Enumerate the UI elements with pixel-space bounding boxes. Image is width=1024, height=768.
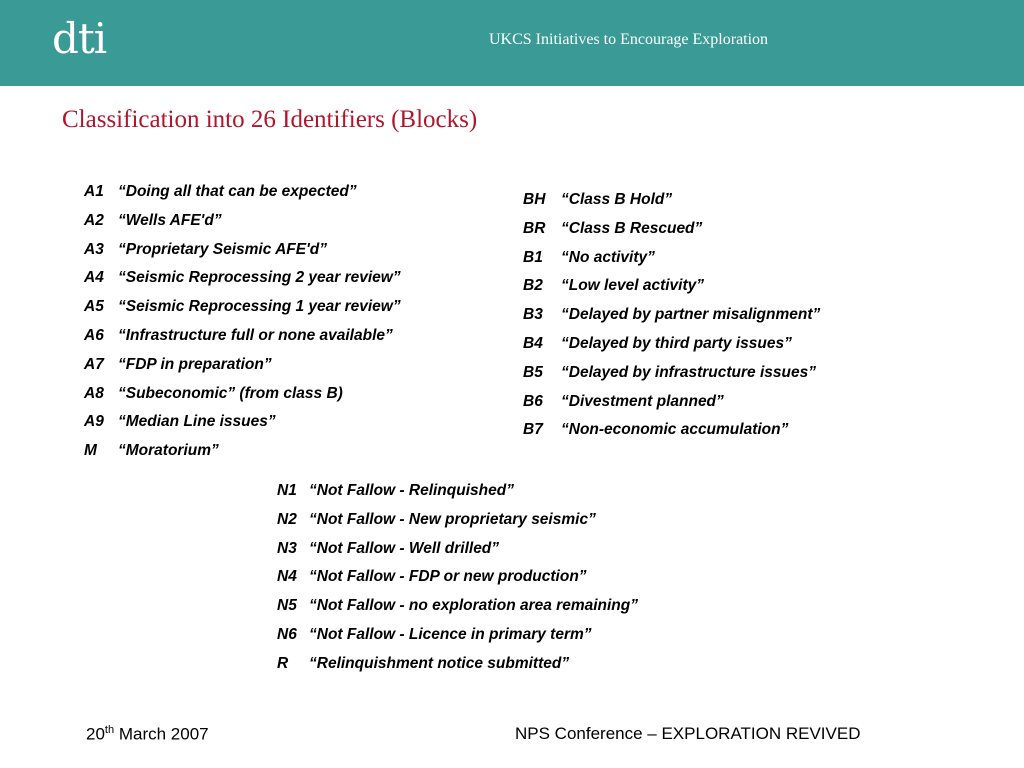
item-desc: “Median Line issues”	[118, 413, 276, 431]
item-code: BH	[523, 191, 546, 208]
list-item	[84, 408, 401, 437]
list-item	[84, 293, 401, 322]
item-code: A2	[84, 211, 104, 229]
list-item	[84, 351, 401, 380]
header-title: UKCS Initiatives to Encourage Exploration	[489, 31, 769, 48]
item-code: B4	[523, 334, 543, 352]
item-desc: “Wells AFE'd”	[118, 211, 222, 229]
list-item	[523, 301, 820, 330]
item-code: A4	[84, 269, 104, 287]
list-item	[84, 178, 401, 207]
item-code: N6	[277, 625, 297, 643]
list-item	[84, 236, 401, 265]
header-bar	[0, 0, 1024, 86]
item-code: B3	[523, 306, 543, 324]
list-item	[523, 215, 820, 244]
item-code: A5	[84, 298, 104, 316]
item-desc: “Class B Hold”	[561, 191, 673, 208]
list-item	[277, 650, 638, 679]
item-desc: “Infrastructure full or none available”	[118, 326, 393, 344]
list-item	[277, 592, 638, 621]
list-item	[84, 264, 401, 293]
slide-title: Classification into 26 Identifiers (Blocks)	[62, 106, 478, 133]
list-n-identifiers	[277, 477, 638, 679]
list-item	[523, 186, 820, 215]
list-item	[523, 272, 820, 301]
item-code: B7	[523, 421, 543, 439]
list-item	[277, 506, 638, 535]
list-item	[84, 207, 401, 236]
item-desc: “Not Fallow - Well drilled”	[309, 539, 500, 557]
item-code: N2	[277, 510, 297, 528]
item-desc: “Proprietary Seismic AFE'd”	[118, 240, 327, 258]
footer-date-rest: March 2007	[114, 724, 209, 744]
item-desc: “FDP in preparation”	[118, 355, 272, 373]
list-item	[84, 437, 401, 466]
item-code: A3	[84, 240, 104, 258]
item-code: B6	[523, 392, 543, 410]
item-desc: “Not Fallow - New proprietary seismic”	[309, 510, 596, 528]
dti-logo: dti	[52, 14, 107, 63]
list-item	[84, 380, 401, 409]
item-code: A8	[84, 384, 104, 402]
item-desc: “Low level activity”	[561, 277, 704, 295]
list-item	[523, 416, 820, 445]
item-code: N1	[277, 482, 297, 499]
item-desc: “Doing all that can be expected”	[118, 183, 357, 200]
list-item	[277, 477, 638, 506]
list-item	[277, 535, 638, 564]
item-code: N4	[277, 568, 297, 586]
item-desc: “Class B Rescued”	[561, 219, 703, 237]
item-desc: “Delayed by partner misalignment”	[561, 306, 821, 324]
item-desc: “Seismic Reprocessing 2 year review”	[118, 269, 401, 287]
item-code: A6	[84, 326, 104, 344]
item-desc: “Not Fallow - Relinquished”	[309, 482, 514, 499]
list-item	[523, 244, 820, 273]
list-item	[277, 563, 638, 592]
item-desc: “Seismic Reprocessing 1 year review”	[118, 298, 401, 316]
item-code: N3	[277, 539, 297, 557]
footer-date	[86, 724, 209, 745]
item-code: B1	[523, 248, 543, 266]
item-desc: “Not Fallow - no exploration area remaining”	[309, 597, 638, 615]
list-item	[84, 322, 401, 351]
list-item	[523, 359, 820, 388]
item-desc: “Not Fallow - FDP or new production”	[309, 568, 587, 586]
footer-date-day: 20	[86, 724, 105, 744]
footer-conference: NPS Conference – EXPLORATION REVIVED	[515, 724, 861, 743]
item-code: N5	[277, 597, 297, 615]
item-code: A9	[84, 413, 104, 431]
item-desc: “Relinquishment notice submitted”	[309, 654, 570, 672]
item-desc: “Subeconomic” (from class B)	[118, 384, 343, 402]
footer-date-suffix: th	[104, 724, 115, 736]
item-code: B5	[523, 363, 543, 381]
list-item	[523, 388, 820, 417]
list-b-identifiers	[523, 186, 820, 445]
item-desc: “Delayed by third party issues”	[561, 334, 792, 352]
item-desc: “Non-economic accumulation”	[561, 421, 789, 439]
item-desc: “Delayed by infrastructure issues”	[561, 363, 816, 381]
item-desc: “Divestment planned”	[561, 392, 724, 410]
list-a-identifiers	[84, 178, 401, 466]
item-code: R	[277, 654, 289, 672]
item-code: A7	[84, 355, 104, 373]
item-desc: “Not Fallow - Licence in primary term”	[309, 625, 592, 643]
list-item	[523, 330, 820, 359]
item-desc: “No activity”	[561, 248, 655, 266]
list-item	[277, 621, 638, 650]
item-desc: “Moratorium”	[118, 442, 219, 460]
item-code: B2	[523, 277, 543, 295]
item-code: M	[84, 442, 97, 460]
item-code: BR	[523, 219, 546, 237]
item-code: A1	[84, 183, 104, 200]
